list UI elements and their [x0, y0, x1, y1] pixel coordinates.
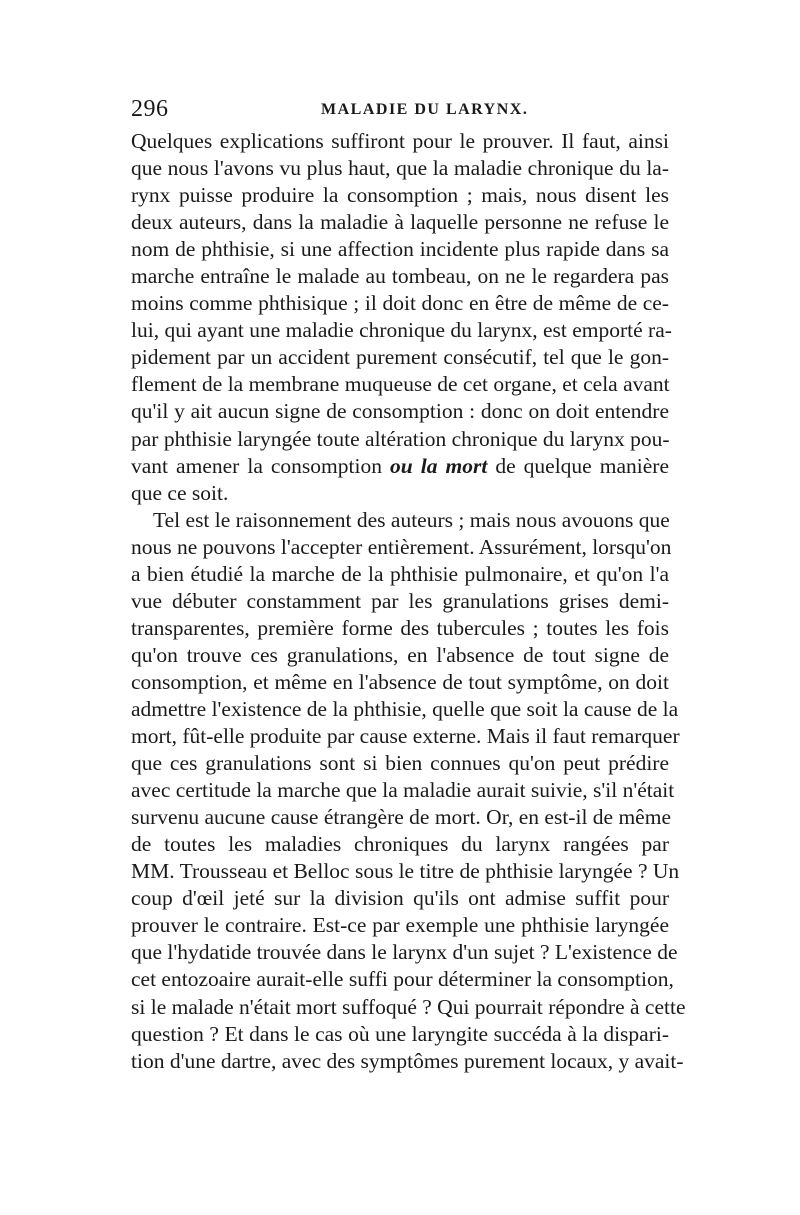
- text-line: transparentes, première forme des tubercules ; toutes les fois: [131, 615, 669, 640]
- text-line: avec certitude la marche que la maladie aurait suivie, s'il n'était: [131, 778, 675, 803]
- text-line: tion d'une dartre, avec des symptômes purement locaux, y avait-: [131, 1048, 684, 1073]
- text-line: survenu aucune cause étrangère de mort. Or, en est-il de même: [131, 805, 671, 830]
- text-line: MM. Trousseau et Belloc sous le titre de phthisie laryngée ? Un: [131, 859, 680, 884]
- text-line: mort, fût-elle produite par cause externe. Mais il faut remarquer: [131, 724, 680, 749]
- text-line: a bien étudié la marche de la phthisie pulmonaire, et qu'on l'a: [131, 561, 669, 586]
- text-line: cet entozoaire aurait-elle suffi pour déterminer la consomption,: [131, 967, 674, 992]
- page-number: 296: [131, 96, 169, 122]
- text-line: qu'on trouve ces granulations, en l'absence de tout signe de: [131, 642, 669, 667]
- paragraph-first-line: Tel est le raisonnement des auteurs ; mais nous avouons que: [153, 507, 670, 532]
- text-line: que ces granulations sont si bien connues qu'on peut prédire: [131, 751, 669, 776]
- text-line: Quelques explications suffiront pour le prouver. Il faut, ainsi: [131, 129, 669, 153]
- running-head: [131, 96, 669, 126]
- text-line: lui, qui ayant une maladie chronique du larynx, est emporté ra-: [131, 318, 672, 343]
- text-line: par phthisie laryngée toute altération chronique du larynx pou-: [131, 426, 670, 451]
- text-line: pidement par un accident purement consécutif, tel que le gon-: [131, 345, 669, 370]
- text-line-with-italic: [131, 453, 669, 480]
- text-line: si le malade n'était mort suffoqué ? Qui pourrait répondre à cette: [131, 994, 686, 1019]
- text-line: que l'hydatide trouvée dans le larynx d'un sujet ? L'existence de: [131, 940, 678, 965]
- text-line: admettre l'existence de la phthisie, quelle que soit la cause de la: [131, 696, 679, 721]
- text-line: marche entraîne le malade au tombeau, on ne le regardera pas: [131, 264, 669, 289]
- text-line: qu'il y ait aucun signe de consomption : donc on doit entendre: [131, 399, 669, 424]
- text-line: coup d'œil jeté sur la division qu'ils ont admise suffit pour: [131, 886, 669, 911]
- text-line: prouver le contraire. Est-ce par exemple une phthisie laryngée: [131, 913, 669, 938]
- text-line: question ? Et dans le cas où une laryngite succéda à la dispari-: [131, 1021, 669, 1046]
- text-line: nous ne pouvons l'accepter entièrement. Assurément, lorsqu'on: [131, 534, 672, 559]
- text-line: vue débuter constamment par les granulations grises demi-: [131, 588, 669, 613]
- text-line: nom de phthisie, si une affection incidente plus rapide dans sa: [131, 237, 669, 262]
- body-text: [131, 128, 686, 1075]
- text-line: consomption, et même en l'absence de tout symptôme, on doit: [131, 669, 669, 694]
- text-segment: de quelque manière: [495, 453, 669, 478]
- text-line: flement de la membrane muqueuse de cet organe, et cela avant: [131, 372, 670, 397]
- text-line: moins comme phthisique ; il doit donc en être de même de ce-: [131, 291, 669, 316]
- italic-phrase: ou la mort: [390, 453, 488, 478]
- text-line: de toutes les maladies chroniques du larynx rangées par: [131, 832, 669, 857]
- text-line: rynx puisse produire la consomption ; mais, nous disent les: [131, 183, 669, 208]
- text-line: deux auteurs, dans la maladie à laquelle personne ne refuse le: [131, 210, 669, 235]
- paragraph-end-line: que ce soit.: [131, 480, 229, 505]
- text-line: que nous l'avons vu plus haut, que la maladie chronique du la-: [131, 156, 669, 181]
- text-segment: vant amener la consomption: [131, 453, 382, 478]
- running-title: MALADIE DU LARYNX.: [321, 101, 529, 118]
